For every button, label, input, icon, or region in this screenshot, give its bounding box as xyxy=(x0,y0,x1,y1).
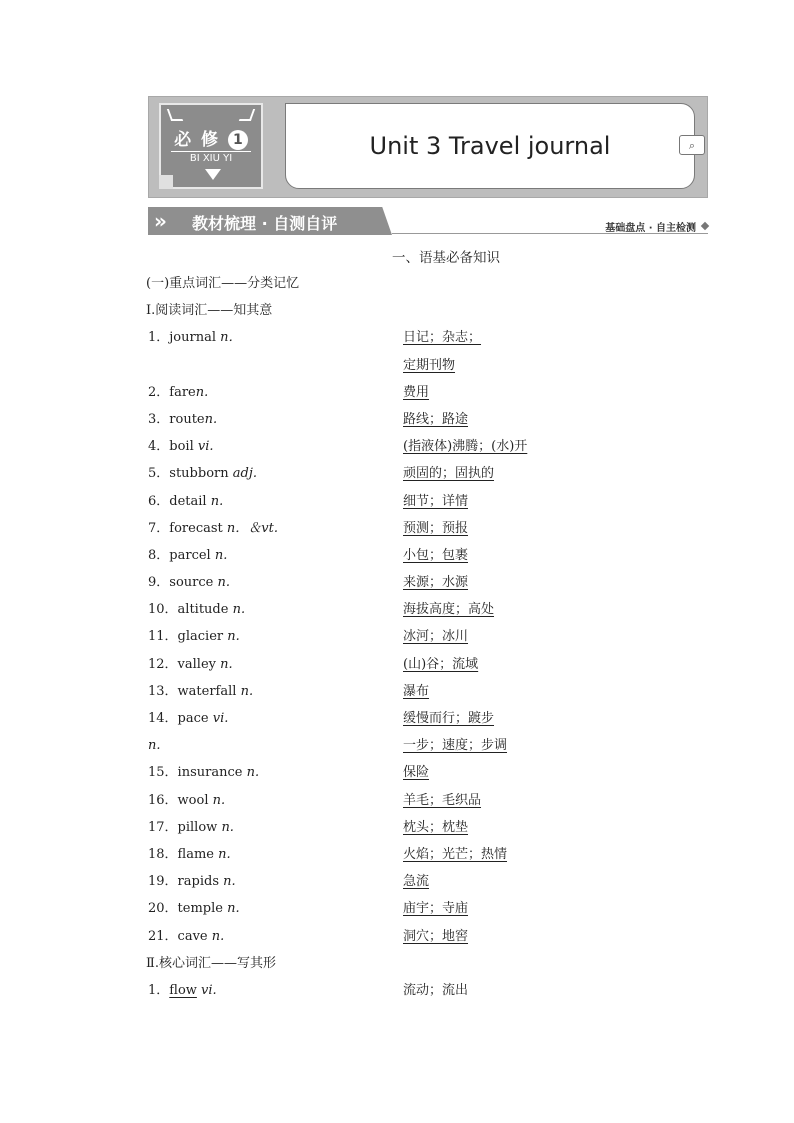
vocab-pos: n. xyxy=(214,547,228,563)
vocab-pos: n. xyxy=(217,575,230,591)
vocab-word xyxy=(148,542,227,569)
vocab-term: route xyxy=(169,411,205,427)
vocab-pos: n. xyxy=(227,629,240,645)
vocab-term: stubborn xyxy=(169,466,233,482)
vocab-row xyxy=(146,705,706,732)
vocab-number: 19． xyxy=(148,874,178,890)
vocab-meaning: 冰河；冰川 xyxy=(403,629,469,645)
vocab-term: glacier xyxy=(177,629,228,645)
vocab-word xyxy=(148,515,278,542)
vocab-meaning: 枕头；枕垫 xyxy=(403,819,469,835)
vocab-row xyxy=(146,787,706,814)
diamond-icon xyxy=(701,222,709,230)
vocab-pos: n. xyxy=(220,656,233,672)
vocab-meaning: 洞穴；地窖 xyxy=(403,928,469,944)
vocab-number: 20． xyxy=(148,901,178,917)
vocab-number: 21． xyxy=(148,928,178,944)
vocab-word xyxy=(148,678,253,705)
vocab-meaning: 缓慢而行；踱步 xyxy=(403,711,495,726)
vocab-term: insurance xyxy=(177,765,247,781)
vocab-number: 6． xyxy=(148,493,170,509)
vocab-term: valley xyxy=(177,656,221,672)
vocab-row xyxy=(146,460,706,487)
badge-number: 1 xyxy=(228,130,248,150)
vocab-term: flame xyxy=(177,846,219,862)
vocab-meaning: 一步；速度；步调 xyxy=(403,738,508,754)
vocab-number: 9． xyxy=(148,575,170,591)
vocab-pos: n. xyxy=(210,493,224,509)
vocab-pos: n. xyxy=(195,384,209,400)
vocab-word xyxy=(148,460,257,487)
vocab-row xyxy=(146,814,706,841)
subheading: (一)重点词汇——分类记忆 xyxy=(146,276,300,291)
vocab-pos: n. xyxy=(227,901,240,917)
vocab-pos: n. xyxy=(221,819,234,835)
vocab-meaning: 瀑布 xyxy=(403,683,430,699)
vocab-number: 16． xyxy=(148,792,178,808)
vocab-number: 3． xyxy=(148,411,170,427)
vocab-row xyxy=(146,841,706,868)
vocab-term: wool xyxy=(177,792,213,808)
vocab-row xyxy=(146,569,706,596)
vocab-term: source xyxy=(169,575,218,591)
course-badge xyxy=(159,103,263,189)
vocab-term: parcel xyxy=(169,547,215,563)
vocab-pos: n. xyxy=(218,846,231,862)
vocab-row xyxy=(146,977,706,1004)
vocab-word xyxy=(148,651,233,678)
vocab-pos: vi. xyxy=(212,711,229,726)
vocab-term: cave xyxy=(177,928,212,944)
vocab-pos: n. xyxy=(212,792,226,808)
vocab-number: 12． xyxy=(148,656,178,672)
vocab-meaning: 定期刊物 xyxy=(403,357,456,373)
vocab-row xyxy=(146,732,706,759)
vocab-meaning: 小包；包裹 xyxy=(403,547,469,563)
vocab-meaning: 顽固的；固执的 xyxy=(403,466,495,482)
section-heading: 一、语基必备知识 xyxy=(392,250,500,266)
badge-triangle-icon xyxy=(205,169,221,180)
vocab-pos: n. xyxy=(246,765,260,781)
vocab-pos: n．＆vt. xyxy=(226,520,278,536)
vocab-term: temple xyxy=(177,901,228,917)
vocab-number: 17． xyxy=(148,819,178,835)
vocab-word xyxy=(148,977,217,1004)
vocab-row xyxy=(146,542,706,569)
vocab-word xyxy=(148,488,223,515)
vocab-number: 2． xyxy=(148,384,170,400)
vocab-row xyxy=(146,596,706,623)
vocab-word xyxy=(148,868,236,895)
vocab-word xyxy=(148,596,245,623)
vocab-number: 10． xyxy=(148,602,178,618)
vocab-word xyxy=(148,324,242,351)
vocab-number: 15． xyxy=(148,765,178,781)
vocab-word xyxy=(148,623,240,650)
badge-fold-corner xyxy=(159,175,173,189)
vocab-meaning: 预测；预报 xyxy=(403,520,469,536)
vocab-word xyxy=(148,433,214,460)
vocab-pos: n. xyxy=(148,738,161,754)
vocab-meaning: 路线；路途 xyxy=(403,411,469,427)
vocab-number: 14． xyxy=(148,711,178,726)
vocab-number: 7． xyxy=(148,520,170,536)
vocab-word xyxy=(148,814,234,841)
vocab-word xyxy=(148,569,230,596)
vocab-number: 8． xyxy=(148,547,170,563)
vocab-row xyxy=(146,515,706,542)
unit-banner xyxy=(148,96,708,198)
vocab-number: 18． xyxy=(148,846,178,862)
vocab-word xyxy=(148,841,231,868)
section-tab-label: 教材梳理 · 自测自评 xyxy=(192,214,338,233)
vocab-pos: n. xyxy=(232,602,246,618)
vocab-word xyxy=(148,406,217,433)
vocab-term: journal xyxy=(169,330,221,346)
vocab-number: 4． xyxy=(148,439,170,455)
vocab-row xyxy=(146,433,706,460)
vocab-number: 1． xyxy=(148,330,170,346)
vocab-pos: n. xyxy=(204,411,218,427)
vocab-term: fare xyxy=(169,384,196,400)
vocab-pos: vi. xyxy=(197,439,214,455)
vocab-number: 1． xyxy=(148,982,170,998)
vocab-row xyxy=(146,623,706,650)
vocab-number: 11． xyxy=(148,629,178,645)
search-book-icon[interactable]: ⌕ xyxy=(679,135,705,155)
vocab-meaning: 流动；流出 xyxy=(403,982,469,998)
badge-tick-left xyxy=(167,109,183,121)
vocab-row xyxy=(146,895,706,922)
vocab-row xyxy=(146,406,706,433)
vocab-row xyxy=(146,923,706,950)
vocab-term: boil xyxy=(169,439,198,455)
vocab-pos: n. xyxy=(240,683,254,699)
vocab-row xyxy=(146,868,706,895)
vocab-meaning: 火焰；光芒；热情 xyxy=(403,846,508,862)
vocab-row xyxy=(146,488,706,515)
vocab-word xyxy=(148,759,259,786)
vocab-row xyxy=(146,379,706,406)
vocab-pos: n． xyxy=(220,330,242,346)
vocab-word xyxy=(148,705,228,732)
vocab-term: pillow xyxy=(177,819,222,835)
vocab-pos: n. xyxy=(211,928,225,944)
vocab-meaning: 海拔高度；高处 xyxy=(403,602,495,618)
vocab-word xyxy=(148,923,224,950)
vocab-row xyxy=(146,678,706,705)
vocab-meaning: 保险 xyxy=(403,765,430,781)
badge-divider xyxy=(171,151,251,152)
vocab-pos: adj. xyxy=(232,466,257,482)
vocab-row xyxy=(146,352,706,379)
part1-title: Ⅰ.阅读词汇——知其意 xyxy=(146,303,273,319)
vocab-term: flow xyxy=(169,982,197,998)
vocab-term: waterfall xyxy=(177,683,241,699)
unit-title-box xyxy=(285,103,695,189)
vocab-meaning: 细节；详情 xyxy=(403,493,469,509)
vocab-word xyxy=(148,379,208,406)
vocab-meaning: 庙宇；寺庙 xyxy=(403,901,469,917)
reading-vocab-list xyxy=(146,324,706,949)
vocab-word xyxy=(148,787,225,814)
vocab-row xyxy=(146,324,706,351)
vocab-term: detail xyxy=(169,493,211,509)
vocab-pos: vi. xyxy=(196,982,217,998)
vocab-meaning: 急流 xyxy=(403,874,430,890)
vocab-word xyxy=(148,895,240,922)
chevron-right-icon: » xyxy=(154,209,167,233)
vocab-term: rapids xyxy=(177,874,224,890)
vocab-term: altitude xyxy=(177,602,233,618)
vocab-meaning: 日记；杂志； xyxy=(403,330,482,346)
vocab-meaning: (指液体)沸腾；(水)开 xyxy=(403,439,528,455)
part2-title: Ⅱ.核心词汇——写其形 xyxy=(146,955,276,971)
vocab-meaning: 羊毛；毛织品 xyxy=(403,792,482,808)
vocab-number: 5． xyxy=(148,466,170,482)
vocab-row xyxy=(146,759,706,786)
section-right-label: 基础盘点 · 自主检测 xyxy=(605,223,696,234)
vocab-word xyxy=(148,732,161,759)
badge-label: 必 修 1 xyxy=(161,125,261,150)
vocab-row xyxy=(146,651,706,678)
vocab-meaning: 来源；水源 xyxy=(403,575,469,591)
vocab-meaning: 费用 xyxy=(403,384,430,400)
vocab-term: forecast xyxy=(169,520,227,536)
core-vocab-list xyxy=(146,977,706,1004)
vocab-meaning: (山)谷；流域 xyxy=(403,656,479,672)
section-bar xyxy=(148,207,708,235)
vocab-number: 13． xyxy=(148,683,178,699)
vocab-term: pace xyxy=(177,711,213,726)
badge-pinyin: BI XIU YI xyxy=(189,153,233,164)
badge-tick-right xyxy=(239,109,255,121)
unit-title: Unit 3 Travel journal xyxy=(369,132,611,160)
document-content xyxy=(146,246,706,1004)
vocab-pos: n. xyxy=(223,874,236,890)
